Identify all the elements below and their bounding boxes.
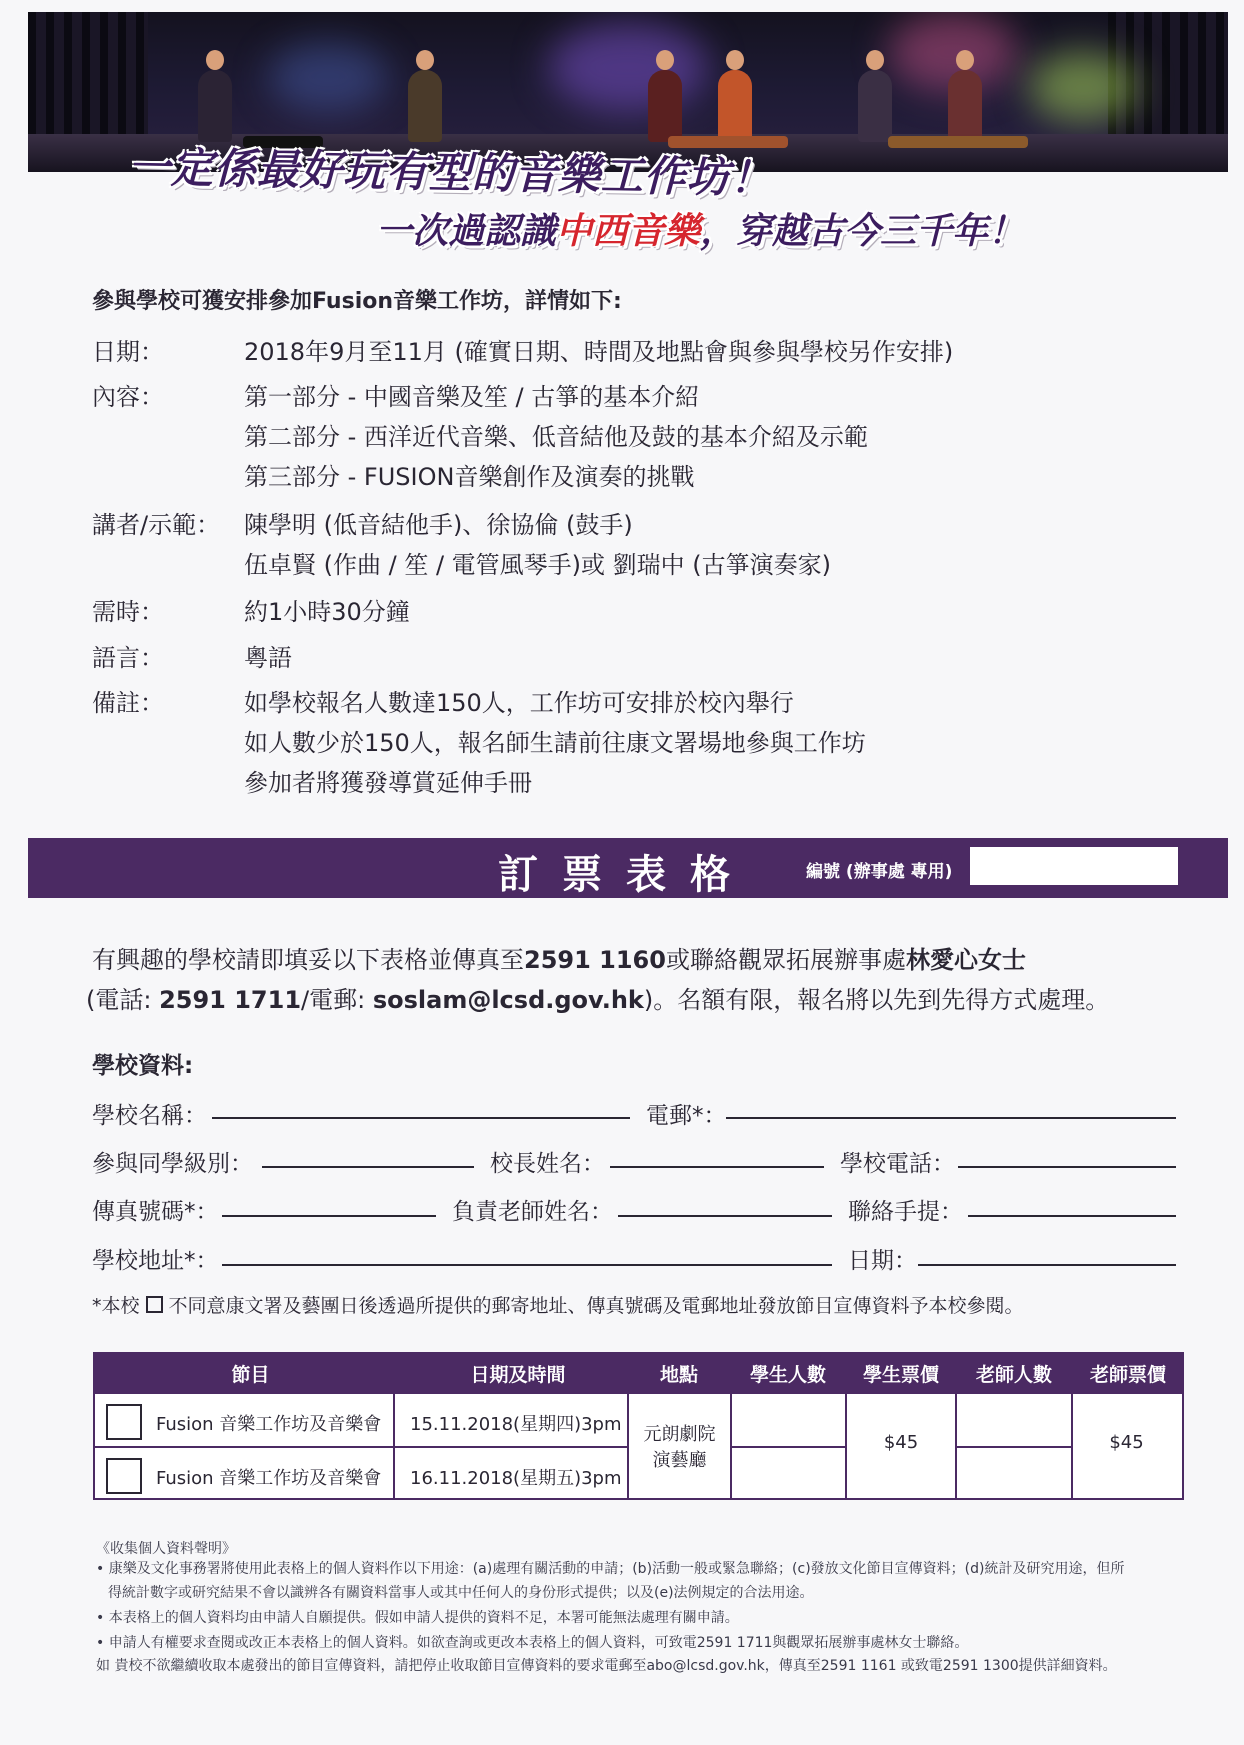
school-info-heading: 學校資料:	[92, 1053, 194, 1079]
address-field[interactable]	[222, 1264, 832, 1266]
header-datetime: 日期及時間	[470, 1364, 566, 1386]
content-item-3: 第三部分 - FUSION音樂創作及演奏的挑戰	[244, 463, 695, 491]
fax-field[interactable]	[222, 1215, 436, 1217]
instructions-line2: (電話: 2591 1711/電郵: soslam@lcsd.gov.hk)。名額有限，報名將以先到先得方式處理。	[86, 986, 1110, 1014]
speaker-label: 講者/示範：	[92, 511, 221, 539]
content-item-1: 第一部分 - 中國音樂及笙 / 古箏的基本介紹	[244, 383, 700, 411]
content-item-2: 第二部分 - 西洋近代音樂、低音結他及鼓的基本介紹及示範	[244, 423, 868, 451]
header-teacher-price: 老師票價	[1089, 1364, 1166, 1386]
grade-label: 參與同學級別：	[92, 1151, 253, 1177]
office-code-field[interactable]	[970, 847, 1178, 885]
header-program: 節目	[231, 1364, 270, 1386]
booking-form-title: 訂票表格	[498, 852, 754, 898]
speaker-item-2: 伍卓賢 (作曲 / 笙 / 電管風琴手)或 劉瑞中 (古箏演奏家)	[244, 551, 832, 579]
header-student-count: 學生人數	[749, 1364, 826, 1386]
address-label: 學校地址*：	[92, 1248, 219, 1274]
office-code-label: 編號 (辦事處 專用)	[806, 862, 953, 882]
student-price: $45	[883, 1432, 919, 1453]
school-phone-label: 學校電話：	[840, 1151, 955, 1177]
consent-note: *本校 不同意康文署及藝團日後透過所提供的郵寄地址、傳真號碼及電郵地址發放節目宣傳資料予本校參閱。	[92, 1295, 1024, 1317]
row2-program: Fusion 音樂工作坊及音樂會	[156, 1468, 382, 1489]
form-date-label: 日期：	[848, 1248, 917, 1274]
venue: 元朗劇院 演藝廳	[643, 1424, 716, 1471]
form-date-field[interactable]	[918, 1264, 1176, 1266]
privacy-footer: 如 貴校不欲繼續收取本處發出的節目宣傳資料，請把停止收取節目宣傳資料的要求電郵至abo@lcsd.gov.hk，傳真至2591 1161 或致電2591 1300提供詳細資料。	[96, 1658, 1117, 1674]
privacy-item-2: • 本表格上的個人資料均由申請人自願提供。假如申請人提供的資料不足，本署可能無法處理有關申請。	[96, 1610, 739, 1626]
instructions-line1: 有興趣的學校請即填妥以下表格並傳真至2591 1160或聯絡觀眾拓展辦事處林愛心女士	[92, 946, 1026, 974]
banner-slogan-line1: 一定係最好玩有型的音樂工作坊！	[127, 142, 774, 203]
fax-label: 傳真號碼*：	[92, 1199, 219, 1225]
row1-teacher-count-field[interactable]	[958, 1396, 1069, 1444]
email-label: 電郵*：	[646, 1103, 727, 1129]
language-label: 語言：	[92, 644, 164, 672]
row1-datetime: 15.11.2018(星期四)3pm	[410, 1414, 622, 1435]
principal-label: 校長姓名：	[490, 1151, 605, 1177]
remarks-item-2: 如人數少於150人，報名師生請前往康文署場地參與工作坊	[244, 729, 866, 757]
remarks-item-3: 參加者將獲發導賞延伸手冊	[244, 769, 532, 797]
privacy-item-3: • 申請人有權要求查閱或改正本表格上的個人資料。如欲查詢或更改本表格上的個人資料，可致電2591 1711與觀眾拓展辦事處林女士聯絡。	[96, 1635, 969, 1651]
duration-value: 約1小時30分鐘	[244, 598, 410, 626]
principal-field[interactable]	[610, 1166, 824, 1168]
date-label: 日期：	[92, 338, 164, 366]
row1-program: Fusion 音樂工作坊及音樂會	[156, 1414, 382, 1435]
privacy-item-1-cont: 得統計數字或研究結果不會以識辨各有關資料當事人或其中任何人的身份形式提供；以及(e)法例規定的合法用途。	[108, 1585, 814, 1601]
banner-slogan-line2: 一次過認識中西音樂，穿越古今三千年！	[376, 211, 1025, 252]
school-name-field[interactable]	[212, 1117, 630, 1119]
school-name-label: 學校名稱：	[92, 1103, 207, 1129]
header-venue: 地點	[659, 1364, 698, 1386]
row2-teacher-count-field[interactable]	[958, 1450, 1069, 1496]
privacy-item-1: • 康樂及文化事務署將使用此表格上的個人資料作以下用途：(a)處理有關活動的申請；(b)活動一般或緊急聯絡；(c)發放文化節目宣傳資料；(d)統計及研究用途，但所	[96, 1561, 1125, 1577]
privacy-title: 《收集個人資料聲明》	[96, 1541, 236, 1557]
language-value: 粵語	[244, 644, 292, 672]
duration-label: 需時：	[92, 598, 164, 626]
header-teacher-count: 老師人數	[975, 1364, 1052, 1386]
row1-student-count-field[interactable]	[733, 1396, 843, 1444]
speaker-item-1: 陳學明 (低音結他手)、徐協倫 (鼓手)	[244, 511, 633, 539]
teacher-field[interactable]	[618, 1215, 832, 1217]
mobile-field[interactable]	[968, 1215, 1176, 1217]
school-phone-field[interactable]	[958, 1166, 1176, 1168]
teacher-label: 負責老師姓名：	[452, 1199, 613, 1225]
remarks-label: 備註：	[92, 689, 164, 717]
row2-student-count-field[interactable]	[733, 1450, 843, 1496]
header-student-price: 學生票價	[862, 1364, 939, 1386]
row1-select-checkbox[interactable]	[106, 1404, 142, 1440]
email-field[interactable]	[726, 1117, 1176, 1119]
row2-select-checkbox[interactable]	[106, 1458, 142, 1494]
consent-checkbox[interactable]	[146, 1296, 163, 1313]
remarks-item-1: 如學校報名人數達150人，工作坊可安排於校內舉行	[244, 689, 794, 717]
content-label: 內容：	[92, 383, 164, 411]
row2-datetime: 16.11.2018(星期五)3pm	[410, 1468, 622, 1489]
grade-field[interactable]	[262, 1166, 474, 1168]
teacher-price: $45	[1109, 1432, 1144, 1453]
intro-heading: 參與學校可獲安排參加Fusion音樂工作坊，詳情如下:	[92, 289, 622, 314]
mobile-label: 聯絡手提：	[848, 1199, 963, 1225]
date-value: 2018年9月至11月 (確實日期、時間及地點會與參與學校另作安排)	[244, 338, 954, 366]
